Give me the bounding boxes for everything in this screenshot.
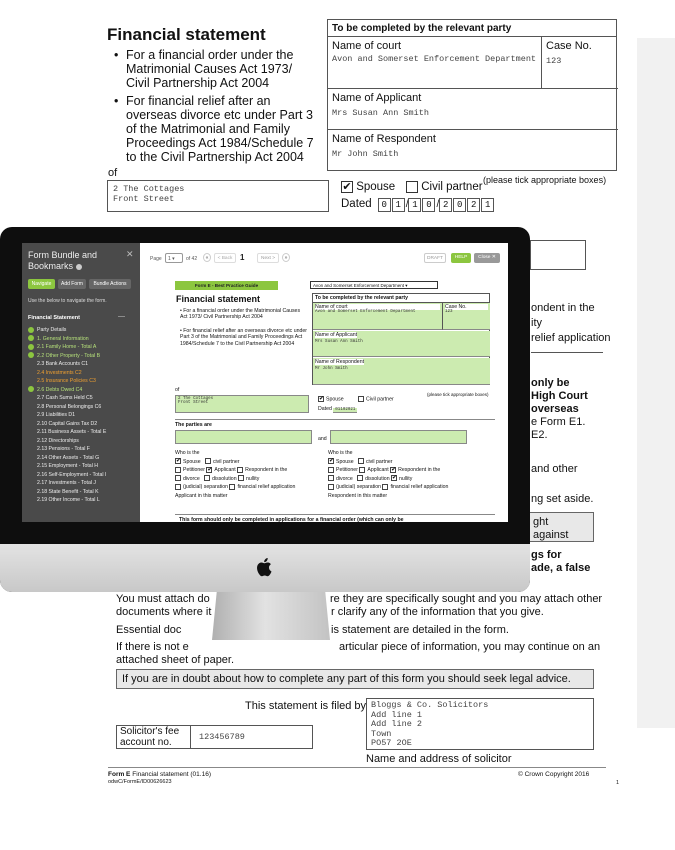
opt-checkbox[interactable]	[175, 484, 181, 490]
doc-civil-partner-checkbox[interactable]	[358, 396, 364, 402]
sidebar-nav-item[interactable]	[28, 386, 138, 395]
opt-checkbox[interactable]	[328, 467, 334, 473]
document-page	[172, 281, 508, 522]
footer-divider	[108, 767, 606, 768]
doc-applicant-field[interactable]	[313, 331, 490, 357]
opt-label: financial relief application	[237, 484, 296, 490]
monitor-chin	[0, 544, 530, 592]
case-label: Case No.	[546, 40, 592, 52]
sidebar-nav-label: 2.5 Insurance Policies C3	[37, 378, 96, 384]
doc-civil-partner-option[interactable]	[358, 396, 394, 402]
spouse-option[interactable]	[341, 181, 395, 193]
collapse-icon[interactable]: —	[118, 313, 125, 320]
nav-list	[28, 326, 138, 505]
doc-spouse-checkbox[interactable]: ✔	[319, 396, 325, 402]
intro-bullet: • For a financial order under the Matrimonial Causes Act 1973/ Civil Partnership Act 2004	[114, 48, 319, 90]
best-practice-tab[interactable]: Form E - Best Practice Guide	[175, 281, 278, 290]
respondent-value: Mr John Smith	[332, 149, 399, 159]
doc-case-label: Case No.	[445, 304, 488, 310]
doc-spouse-label: Spouse	[326, 396, 344, 403]
doc-court-field[interactable]	[313, 303, 443, 330]
address-line: 2 The Cottages	[113, 184, 185, 194]
sidebar-nav-label: 2.9 Liabilities D1	[37, 412, 76, 418]
respondent-field[interactable]	[328, 130, 618, 171]
doc-bullet: • For financial relief after an overseas divorce etc under Part 3 of the Matrimonial and Family Proceedings Act 1984/Schedule 7 to the Civil Partnership Act 2004	[180, 328, 307, 347]
doc-tick-note: (please tick appropriate boxes)	[427, 392, 489, 397]
text-fragment: E2.	[531, 429, 548, 441]
essential-text-a: Essential doc	[116, 624, 182, 636]
sidebar-nav-item[interactable]	[28, 411, 138, 420]
attach-text-d: r clarify any of the information that you give.	[331, 606, 544, 618]
opt-checkbox[interactable]	[175, 475, 181, 481]
date-digit: 1	[408, 198, 421, 212]
filed-by-label: This statement is filed by	[245, 700, 367, 712]
date-digit: 2	[467, 198, 480, 212]
navigate-button[interactable]: Navigate	[28, 279, 55, 289]
date-digit: 0	[422, 198, 435, 212]
page-select-value: 1	[168, 256, 171, 262]
court-value: Avon and Somerset Enforcement Department	[332, 54, 537, 64]
chevron-down-icon: ▾	[405, 283, 408, 288]
address-field[interactable]	[107, 180, 329, 212]
fee-label: Solicitor's fee account no.	[117, 726, 191, 748]
date-digit: 2	[439, 198, 452, 212]
fee-account-field[interactable]	[116, 725, 313, 749]
court-dropdown-value: Avon and Somerset Enforcement Department	[313, 283, 404, 288]
doc-applicant-label: Name of Applicant	[315, 332, 358, 338]
text-fragment: only be	[531, 377, 570, 389]
legal-advice-band: If you are in doubt about how to complete any part of this form you should seek legal advice.	[116, 669, 594, 689]
doc-bullet-text: For a financial order under the Matrimonial Causes Act 1973/ Civil Partnership Act 2004	[180, 308, 301, 321]
opt-label: dissolution	[365, 475, 390, 482]
doc-case-value: 123	[445, 310, 453, 314]
opt-checkbox[interactable]: ✔	[392, 475, 398, 482]
navigate-note: Use the below to navigate the form.	[28, 298, 107, 304]
sidebar-nav-item[interactable]	[28, 377, 138, 386]
doc-left-options	[175, 449, 325, 500]
opt-label: (judicial) separation	[336, 484, 381, 490]
opt-label: nullity	[399, 475, 413, 482]
doc-who-is: Who is the	[328, 450, 353, 456]
back-button[interactable]: < Back	[214, 253, 236, 263]
opt-label: civil partner	[365, 458, 393, 465]
solicitor-line: Bloggs & Co. Solicitors	[371, 700, 489, 710]
court-field[interactable]	[328, 37, 542, 89]
opt-label: nullity	[246, 475, 260, 482]
applicant-label: Name of Applicant	[332, 92, 422, 104]
doc-party2-field[interactable]	[330, 430, 467, 444]
sidebar-nav-label: 2.1 Family Home - Total A	[37, 344, 97, 350]
footer-form-code: Form E	[108, 771, 131, 778]
doc-case-field[interactable]	[443, 303, 490, 330]
close-button[interactable]	[474, 253, 500, 263]
text-fragment: and other	[531, 463, 578, 475]
spouse-label: Spouse	[356, 181, 396, 194]
text-fragment: ondent in the	[531, 302, 595, 314]
page-title: Financial statement	[107, 25, 266, 44]
essential-text-b: is statement are detailed in the form.	[331, 624, 509, 636]
applicant-value: Mrs Susan Ann Smith	[332, 108, 429, 118]
opt-checkbox[interactable]	[204, 475, 210, 481]
solicitor-caption: Name and address of solicitor	[366, 753, 512, 765]
doc-right-caption: Respondent in this matter	[328, 492, 388, 499]
opt-checkbox[interactable]	[359, 467, 365, 473]
opt-label: dissolution	[212, 475, 237, 482]
solicitor-address-field[interactable]	[366, 698, 594, 750]
opt-checkbox[interactable]	[205, 458, 211, 464]
doc-civil-partner-label: Civil partner	[366, 396, 394, 403]
sidebar-nav-item[interactable]	[28, 454, 138, 463]
doc-court-label: Name of court	[315, 304, 440, 310]
doc-party-box	[312, 293, 490, 385]
civil-partner-checkbox[interactable]	[406, 181, 418, 193]
opt-checkbox[interactable]	[229, 484, 235, 490]
text-fragment: High Court	[531, 390, 588, 402]
bundle-actions-button[interactable]: Bundle Actions	[89, 279, 131, 289]
sidebar-nav-label: 2.19 Other Income - Total L	[37, 497, 100, 503]
ifnot-text-c: attached sheet of paper.	[116, 654, 235, 666]
opt-label: divorce	[336, 475, 353, 482]
sidebar-nav-item[interactable]	[28, 437, 138, 446]
civil-partner-label: Civil partner	[421, 181, 483, 194]
ifnot-text-b: articular piece of information, you may continue on an	[339, 641, 601, 653]
sidebar-nav-label: 2.15 Employment - Total H	[37, 463, 99, 469]
check-circle-icon	[28, 386, 34, 392]
opt-label: Applicant	[214, 467, 236, 473]
sidebar-nav-item[interactable]	[28, 428, 138, 437]
ifnot-text-a: If there is not e	[116, 641, 189, 653]
footer-form	[108, 771, 211, 778]
text-fragment: gs for	[531, 549, 562, 561]
sidebar-nav-label: 2.10 Capital Gains Tax D2	[37, 420, 98, 427]
sidebar-nav-item[interactable]	[28, 394, 138, 403]
applicant-field[interactable]	[328, 89, 618, 130]
monitor-stand	[212, 592, 330, 640]
doc-who-is: Who is the	[175, 450, 200, 456]
sidebar-nav-item[interactable]	[28, 462, 138, 471]
solicitor-line: Add line 2	[371, 719, 423, 729]
text-fragment: ade, a false	[531, 562, 591, 574]
doc-respondent-field[interactable]	[313, 358, 490, 385]
doc-and-label: and	[318, 436, 327, 442]
sidebar-nav-item[interactable]	[28, 479, 138, 488]
dated-label: Dated	[341, 198, 372, 210]
draft-button[interactable]: DRAFT	[424, 253, 446, 263]
help-button[interactable]: HELP	[451, 253, 471, 263]
doc-parties-label: The parties are	[175, 422, 212, 428]
text-fragment: overseas	[531, 403, 579, 415]
doc-party-header: To be completed by the relevant party	[313, 294, 489, 303]
opt-checkbox[interactable]: ✔	[391, 466, 397, 473]
check-circle-icon	[28, 335, 34, 341]
sidebar-nav-label: 2.4 Investments C2	[37, 369, 82, 376]
sidebar-title	[28, 250, 118, 272]
doc-right-options	[328, 449, 498, 500]
text-fragment: ght against	[533, 516, 569, 541]
doc-bullet-text: For financial relief after an overseas divorce etc under Part 3 of the Matrimonial and Family Proceedings Act 1984/Schedule 7 to the Civil Partnership Act 2004	[180, 328, 307, 347]
chevron-down-icon: ▾	[172, 256, 175, 262]
intro-bullets	[114, 48, 319, 168]
attach-text-c: documents where it	[116, 606, 212, 618]
parties-field-partial[interactable]	[530, 240, 586, 270]
footer-code: odwC/FormE/ID00626623	[108, 779, 172, 785]
sidebar-nav-label: 2.14 Other Assets - Total G	[37, 454, 100, 461]
opt-checkbox[interactable]: ✔	[207, 466, 213, 473]
sidebar-nav-label: 2.3 Bank Accounts C1	[37, 361, 89, 367]
doc-left-caption: Applicant in this matter	[175, 492, 228, 499]
bookmarks-sidebar	[22, 243, 140, 522]
sidebar-nav-label: 2.12 Directorships	[37, 437, 79, 444]
opt-checkbox[interactable]	[358, 458, 364, 464]
check-circle-icon	[28, 352, 34, 358]
page-select[interactable]	[165, 253, 183, 263]
sidebar-nav-label: 2.11 Business Assets - Total E	[37, 429, 107, 435]
sidebar-nav-item[interactable]	[28, 403, 138, 412]
close-label: Close	[478, 255, 491, 260]
scroll-panel	[637, 38, 675, 728]
doc-court-value: Avon and Somerset Enforcement Department	[315, 310, 416, 314]
case-value: 123	[546, 56, 562, 66]
opt-label: Petitioner	[336, 467, 358, 473]
current-page: 1	[240, 253, 245, 262]
of-label: of	[108, 167, 118, 179]
relevant-party-header: To be completed by the relevant party	[328, 20, 616, 37]
court-label: Name of court	[332, 40, 402, 52]
opt-checkbox[interactable]	[175, 467, 181, 473]
date-digit: 1	[481, 198, 494, 212]
opt-checkbox[interactable]	[382, 484, 388, 490]
sidebar-nav-item[interactable]	[28, 352, 138, 361]
doc-title: Financial statement	[176, 294, 261, 304]
sidebar-nav-item[interactable]	[28, 420, 138, 429]
doc-dated-row[interactable]	[318, 406, 357, 412]
relevant-party-box	[327, 19, 617, 171]
next-button[interactable]: Next >	[257, 253, 279, 263]
solicitor-line: PO57 2OE	[371, 738, 412, 748]
opt-label: Respondent in the	[398, 467, 441, 473]
sidebar-nav-item[interactable]	[28, 496, 138, 505]
close-sidebar-icon[interactable]: ✕	[126, 249, 134, 259]
date-digit: 0	[453, 198, 466, 212]
sidebar-title-text: Form Bundle and Bookmarks	[28, 250, 98, 271]
text-fragment: ity	[531, 317, 542, 329]
sidebar-nav-item[interactable]	[28, 369, 138, 378]
date-digit: 1	[392, 198, 405, 212]
doc-date-value[interactable]: 01102021	[335, 408, 356, 412]
sidebar-nav-label: 2.7 Cash Sums Held C5	[37, 395, 93, 401]
attach-text-a: You must attach do	[116, 593, 210, 605]
opt-checkbox[interactable]	[328, 475, 334, 481]
doc-respondent-label: Name of Respondent	[315, 359, 365, 365]
warning-band	[522, 512, 594, 542]
opt-label: Petitioner	[183, 467, 205, 473]
doc-spouse-option[interactable]	[318, 396, 344, 402]
page-label: Page	[150, 256, 162, 262]
opt-label: Respondent in the	[245, 467, 288, 473]
sidebar-nav-label: Party Details	[37, 327, 67, 333]
divider	[531, 352, 603, 353]
info-icon	[76, 264, 82, 270]
opt-label: Spouse	[336, 458, 354, 465]
case-number-field[interactable]	[542, 37, 618, 89]
close-icon: ✕	[491, 255, 496, 260]
doc-bottom-text: This form should only be completed in applications for a financial order (which can only be	[175, 514, 495, 522]
first-page-icon[interactable]: «	[203, 253, 211, 262]
doc-address-field[interactable]: 2 The Cottages Front Street	[175, 395, 309, 413]
doc-applicant-value: Mrs Susan Ann Smith	[315, 340, 363, 344]
tick-note: (please tick appropriate boxes)	[483, 175, 607, 185]
add-form-button[interactable]: Add Form	[58, 279, 86, 289]
footer-form-title: Financial statement (01.16)	[132, 771, 211, 778]
address-line: Front Street	[113, 194, 175, 204]
check-circle-icon	[28, 344, 34, 350]
sidebar-nav-label: 2.6 Debts Owed C4	[37, 386, 83, 393]
opt-checkbox[interactable]	[238, 475, 244, 481]
date-digit: 0	[378, 198, 391, 212]
respondent-label: Name of Respondent	[332, 133, 436, 145]
check-circle-icon	[28, 327, 34, 333]
attach-text-b: re they are specifically sought and you may attach other	[330, 593, 603, 605]
fee-value: 123456789	[199, 732, 245, 742]
sidebar-nav-item[interactable]	[28, 326, 138, 335]
doc-party1-field[interactable]	[175, 430, 312, 444]
opt-checkbox[interactable]: ✔	[329, 458, 335, 465]
solicitor-line: Add line 1	[371, 709, 423, 720]
sidebar-nav-item[interactable]	[28, 445, 138, 454]
spouse-checkbox[interactable]: ✔	[342, 181, 352, 193]
text-fragment: e Form E1.	[531, 416, 586, 428]
doc-dated-label: Dated	[318, 406, 332, 412]
opt-label: divorce	[183, 475, 200, 482]
opt-label: financial relief application	[390, 484, 449, 490]
opt-label: Applicant	[367, 467, 389, 473]
opt-checkbox[interactable]	[328, 484, 334, 490]
doc-respondent-value: Mr John Smith	[315, 367, 348, 371]
app-screen	[22, 243, 508, 522]
footer-copyright: © Crown Copyright 2016	[518, 771, 590, 778]
text-fragment: relief application	[531, 332, 611, 344]
sidebar-nav-item[interactable]	[28, 488, 138, 497]
sidebar-nav-label: 2.8 Personal Belongings C6	[37, 403, 102, 410]
doc-divider	[175, 419, 495, 420]
sidebar-nav-label: 2.17 Investments - Total J	[37, 480, 97, 486]
sidebar-nav-label: 1. General Information	[37, 335, 89, 342]
civil-partner-option[interactable]	[406, 181, 483, 193]
doc-bullet: • For a financial order under the Matrimonial Causes Act 1973/ Civil Partnership Act 2004	[180, 308, 301, 321]
opt-label: civil partner	[212, 458, 240, 465]
intro-bullet: • For financial relief after an overseas divorce etc under Part 3 of the Matrimonial and Family Proceedings Act 1984/Schedule 7 to the Civil Partnership Act 2004	[114, 94, 319, 164]
opt-checkbox[interactable]	[357, 475, 363, 481]
sidebar-nav-label: 2.13 Pensions - Total F	[37, 446, 90, 452]
opt-checkbox[interactable]: ✔	[176, 458, 182, 465]
text-fragment: ng set aside.	[531, 493, 594, 505]
sidebar-nav-label: 2.2 Other Property - Total B	[37, 352, 101, 359]
sidebar-nav-item[interactable]	[28, 471, 138, 480]
viewer-toolbar	[140, 243, 508, 273]
last-page-icon[interactable]: »	[282, 253, 290, 262]
solicitor-line: Town	[371, 728, 392, 739]
doc-of-label: of	[175, 387, 180, 393]
page-count: of 42	[186, 256, 198, 262]
page-number: 1	[616, 780, 620, 786]
dated-row[interactable]: Dated 0 1 / 1 0 / 2 0 2 1	[341, 198, 495, 212]
sidebar-nav-item[interactable]	[28, 335, 138, 344]
opt-checkbox[interactable]	[237, 467, 243, 473]
sidebar-nav-item[interactable]	[28, 360, 138, 369]
sidebar-nav-label: 2.16 Self-Employment - Total I	[37, 471, 107, 478]
opt-label: Spouse	[183, 458, 201, 465]
apple-logo-icon	[255, 556, 275, 578]
opt-label: (judicial) separation	[183, 484, 228, 490]
section-title: Financial Statement	[28, 315, 80, 321]
sidebar-nav-item[interactable]	[28, 343, 138, 352]
sidebar-nav-label: 2.18 State Benefit - Total K	[37, 488, 99, 495]
court-dropdown[interactable]	[310, 281, 438, 289]
